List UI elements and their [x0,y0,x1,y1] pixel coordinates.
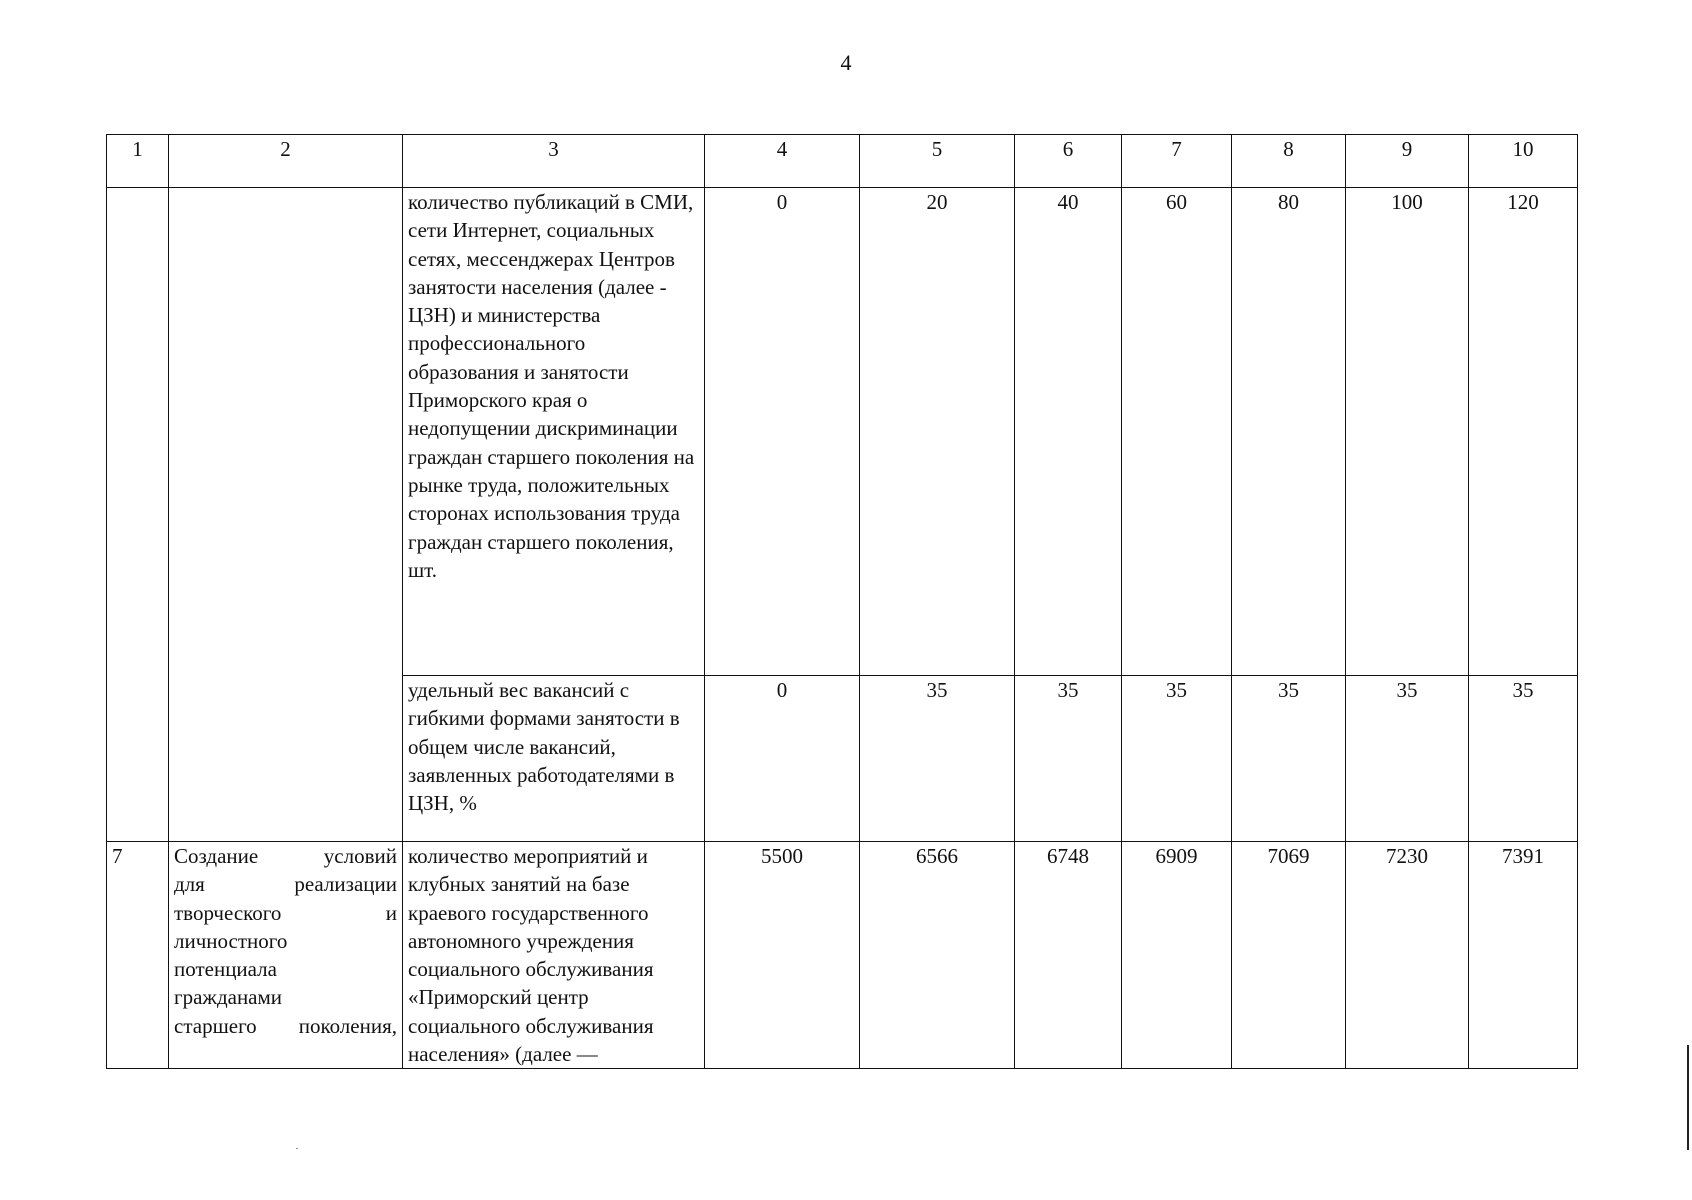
measure-name-line: Создание условий [174,844,397,868]
measure-name-cell [169,842,403,1069]
value-cell: 7391 [1469,842,1578,1069]
value-cell: 35 [1469,676,1578,842]
page-number: 4 [840,50,852,75]
header-cell: 1 [107,135,169,188]
header-cell: 2 [169,135,403,188]
value-cell: 5500 [705,842,860,1069]
header-cell: 9 [1346,135,1469,188]
value-cell: 6748 [1015,842,1122,1069]
header-cell: 5 [860,135,1015,188]
scan-edge-mark [1687,1045,1689,1150]
value-cell: 0 [705,676,860,842]
measure-name-line: гражданами [174,985,283,1010]
row-number-cell [107,188,169,842]
value-cell: 0 [705,188,860,676]
value-cell: 35 [1122,676,1232,842]
header-cell: 10 [1469,135,1578,188]
indicator-cell: удельный вес вакансий с гибкими формами занятости в общем числе вакансий, заявленных работодателями в ЦЗН, % [403,676,705,842]
measure-name-cell [169,188,403,842]
indicator-cell: количество мероприятий и клубных занятий на базе краевого государственного автономного учреждения социального обслуживания «Приморский центр социального обслуживания населения» (далее — [403,842,705,1069]
value-cell: 40 [1015,188,1122,676]
measure-name-line: личностного [174,928,288,953]
indicators-table [106,134,1578,1069]
header-cell: 7 [1122,135,1232,188]
value-cell: 6566 [860,842,1015,1069]
value-cell: 35 [1346,676,1469,842]
measure-name-line: творческого и [174,900,397,925]
value-cell: 35 [860,676,1015,842]
value-cell: 120 [1469,188,1578,676]
value-cell: 35 [1232,676,1346,842]
value-cell: 6909 [1122,842,1232,1069]
value-cell: 35 [1015,676,1122,842]
value-cell: 20 [860,188,1015,676]
measure-name-line: для реализации [174,872,397,897]
row-number-cell: 7 [107,842,169,1069]
value-cell: 7230 [1346,842,1469,1069]
value-cell: 7069 [1232,842,1346,1069]
indicator-cell: количество публикаций в СМИ, сети Интернет, социальных сетях, мессенджерах Центров занятости населения (далее - ЦЗН) и министерства профессионального образования и занятости Приморского края о недопущении дискриминации граждан старшего поколения на рынке труда, положительных сторонах использования труда граждан старшего поколения, шт. [403,188,705,676]
header-cell: 6 [1015,135,1122,188]
table-row [107,188,1578,676]
scan-dot-mark [296,1148,298,1149]
measure-name-line: старшего поколения, [174,1013,397,1038]
header-cell: 8 [1232,135,1346,188]
header-cell: 4 [705,135,860,188]
header-cell: 3 [403,135,705,188]
value-cell: 60 [1122,188,1232,676]
value-cell: 80 [1232,188,1346,676]
measure-name-line: потенциала [174,957,277,982]
table-row [107,842,1578,1069]
value-cell: 100 [1346,188,1469,676]
header-row [107,135,1578,188]
